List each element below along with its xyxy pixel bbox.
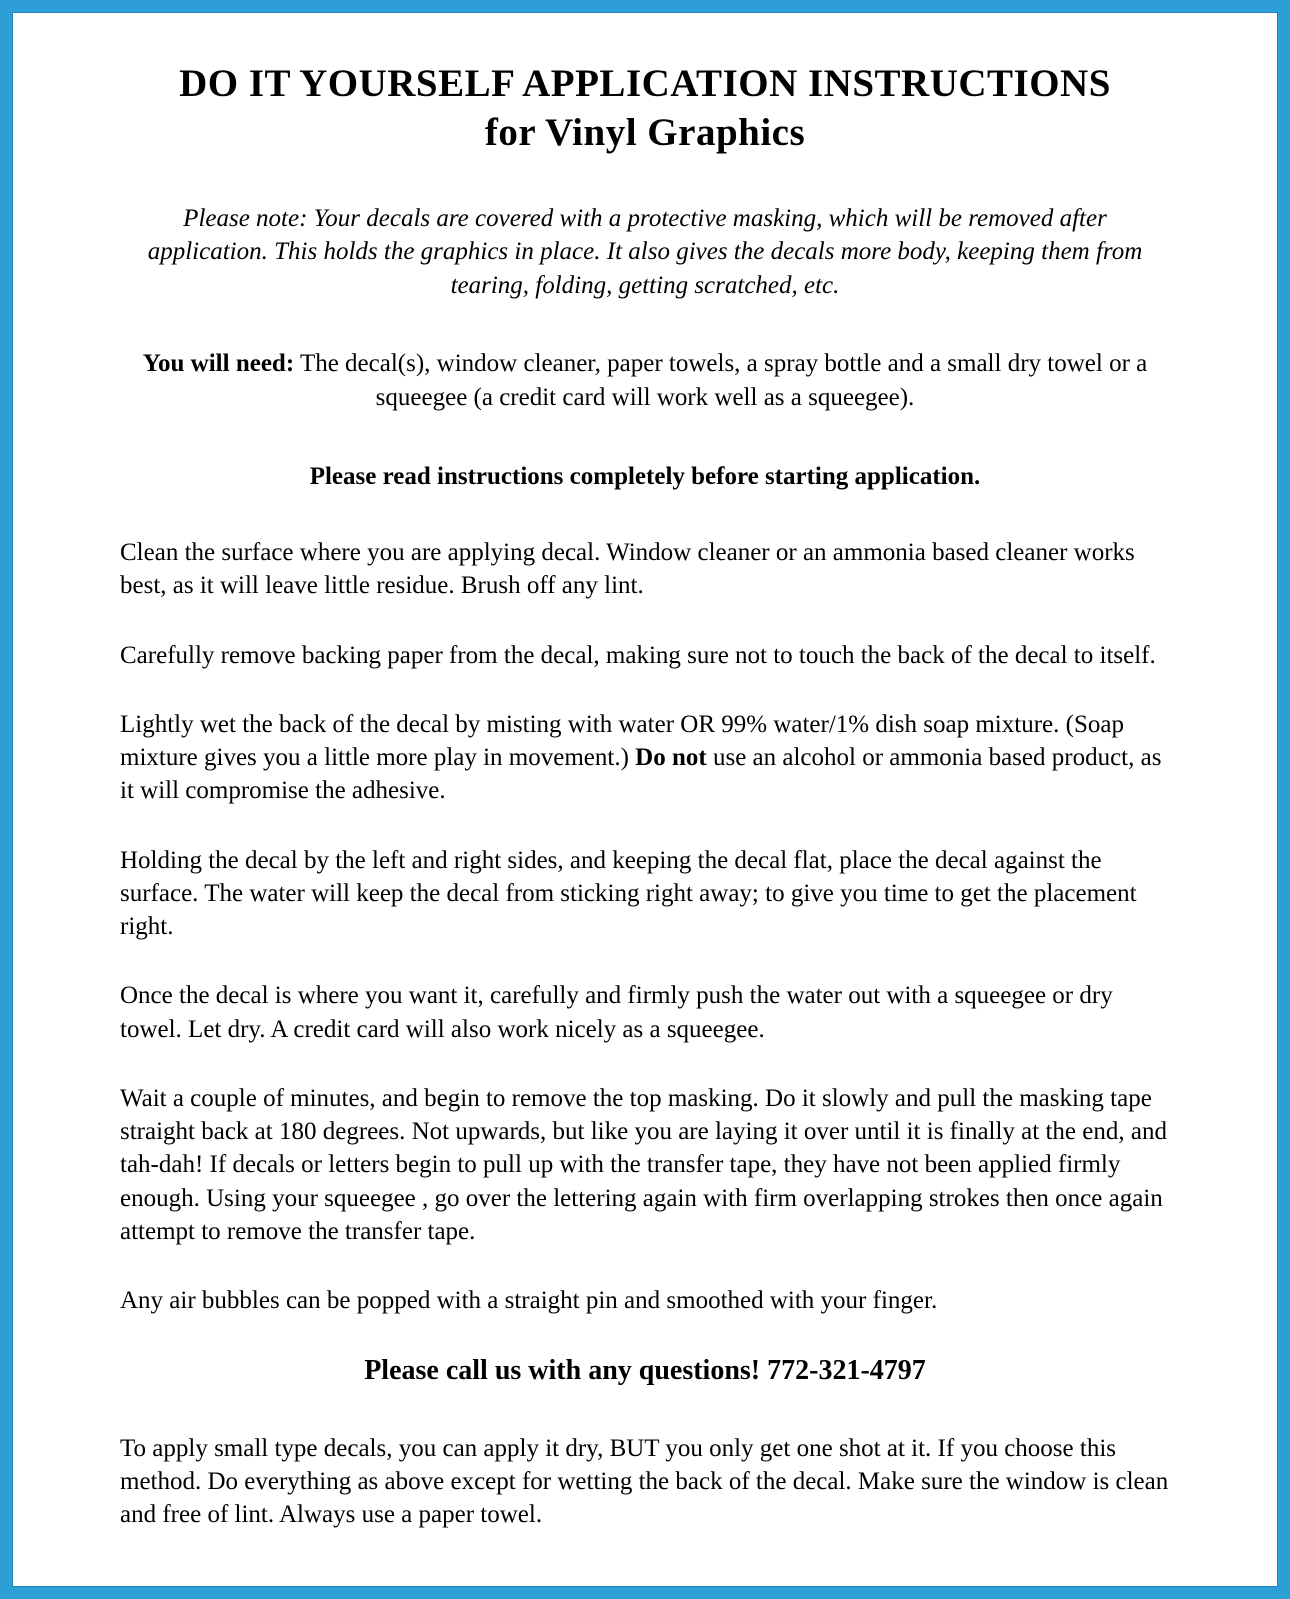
paragraph-clean-surface: Clean the surface where you are applying decal. Window cleaner or an ammonia based cleaner works best, as it will leave little residue. Brush off any lint. [120, 539, 1135, 600]
materials-needed [128, 347, 1162, 415]
paragraph-small-type-decals: To apply small type decals, you can apply it dry, BUT you only get one shot at it. If you choose this method. Do everything as above except for wetting the back of the decal. Make sure the window is clean and free of lint. Always use a paper towel. [120, 1434, 1169, 1529]
materials-needed-text: The decal(s), window cleaner, paper towels, a spray bottle and a small dry towel or a squeegee (a credit card will work well as a squeegee). [294, 349, 1148, 411]
call-us-notice: Please call us with any questions! 772-321-4797 [364, 1355, 926, 1387]
wet-decal-text-after: use an alcohol or ammonia based product, as it will compromise the adhesive. [120, 744, 1162, 805]
wet-decal-text: Lightly wet the back of the decal by misting with water OR 99% water/1% dish soap mixture. (Soap mixture gives you a little more play in movement.) [120, 710, 1124, 771]
paragraph-squeegee-water: Once the decal is where you want it, carefully and firmly push the water out with a squeegee or dry towel. Let dry. A credit card will also work nicely as a squeegee. [120, 982, 1113, 1043]
title-line-2: for Vinyl Graphics [484, 110, 806, 154]
read-instructions-notice: Please read instructions completely before starting application. [309, 463, 981, 491]
title-line-1: DO IT YOURSELF APPLICATION INSTRUCTIONS [179, 62, 1111, 105]
materials-needed-label: You will need: [142, 349, 295, 377]
paragraph-wet-decal [120, 708, 1170, 808]
paragraph-holding-decal: Holding the decal by the left and right sides, and keeping the decal flat, place the decal against the surface. The water will keep the decal from sticking right away; to give you time to get the placement right. [120, 846, 1137, 940]
paragraph-remove-masking: Wait a couple of minutes, and begin to remove the top masking. Do it slowly and pull the masking tape straight back at 180 degrees. Not upwards, but like you are laying it over until it is finally at the end, and tah-dah! If decals or letters begin to pull up with the transfer tape, they have not been applied firmly enough. Using your squeegee , go over the lettering again with firm overlapping strokes then once again attempt to remove the transfer tape. [120, 1084, 1167, 1245]
page-title [120, 60, 1170, 158]
paragraph-remove-backing: Carefully remove backing paper from the decal, making sure not to touch the back of the decal to itself. [120, 641, 1156, 669]
paragraph-air-bubbles: Any air bubbles can be popped with a straight pin and smoothed with your finger. [120, 1287, 938, 1314]
document-content [12, 12, 1278, 1599]
do-not-emphasis: Do not [635, 744, 707, 771]
protective-masking-note: Please note: Your decals are covered with a protective masking, which will be removed after application. This holds the graphics in place. It also gives the decals more body, keeping them from tearing, folding, getting scratched, etc. [147, 204, 1143, 299]
